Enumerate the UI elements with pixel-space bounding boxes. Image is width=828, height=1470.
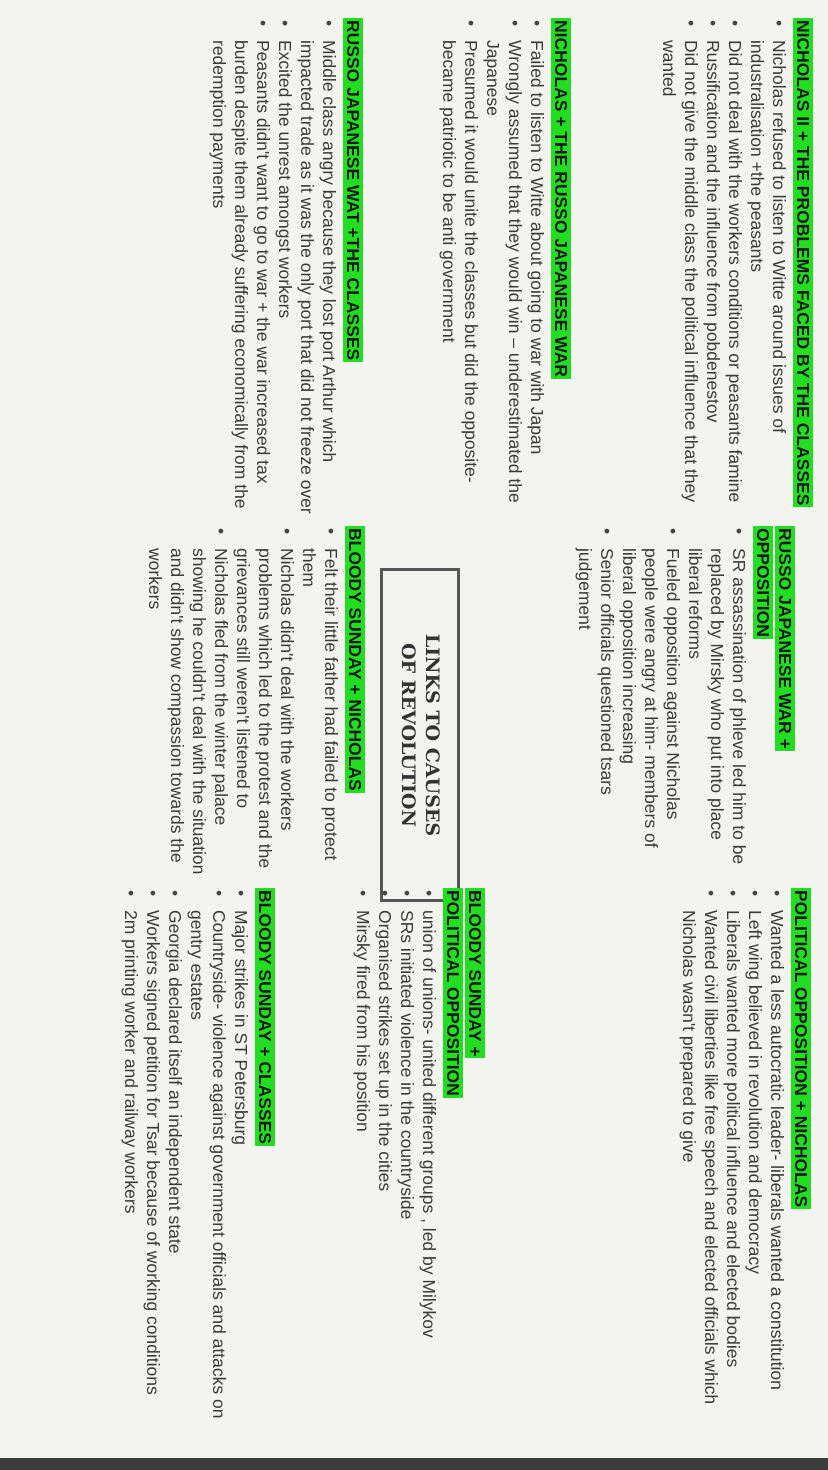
bullet-item: • Felt their little father had failed to protect them	[298, 548, 342, 876]
page-edge-shadow	[0, 1458, 828, 1470]
section-heading: RUSSO JAPANESE WAR + OPPOSITION	[753, 528, 795, 749]
section-bloody-sunday-nicholas	[144, 526, 366, 876]
section-heading-wrap	[752, 526, 796, 826]
bullet-item: • 2m printing worker and railway workers	[120, 910, 142, 1453]
section-heading-wrap	[442, 888, 486, 1148]
bullet-item: • Russification and the influence from pobdenestov	[702, 40, 724, 528]
bullet-list	[208, 18, 340, 518]
section-heading-wrap	[342, 18, 364, 518]
bullet-item: • Nicholas didn't deal with the workers problems which led to the protest and the grievances still weren't listened to	[232, 548, 298, 876]
bullet-item: • Excited the unrest amongst workers	[274, 40, 296, 518]
bullet-item: • Wanted a less autocratic leader- liberals wanted a constitution	[766, 910, 788, 1448]
section-heading: BLOODY SUNDAY + NICHOLAS	[345, 528, 365, 791]
bullet-item: • Presumed it would unite the classes but did the opposite- became patriotic to be anti government	[438, 40, 482, 518]
section-heading-wrap	[792, 18, 814, 528]
bullet-item: • Wrongly assumed that they would win – underestimated the Japanese	[482, 40, 526, 518]
section-heading: NICHOLAS + THE RUSSO JAPANESE WAR	[551, 20, 571, 378]
central-title: LINKS TO CAUSES OF REVOLUTION	[397, 633, 443, 837]
section-russo-japanese-war-classes	[208, 18, 364, 518]
section-political-opposition-nicholas	[678, 888, 812, 1448]
section-heading-wrap	[550, 18, 572, 518]
bullet-item: • SRs initiated violence in the countryside	[396, 910, 418, 1448]
section-heading-wrap	[344, 526, 366, 876]
section-heading: NICHOLAS II + THE PROBLEMS FACED BY THE CLASSES	[793, 20, 813, 506]
bullet-list	[658, 18, 790, 528]
section-heading-wrap	[790, 888, 812, 1448]
section-heading: POLITICAL OPPOSITION + NICHOLAS	[791, 890, 811, 1208]
section-nicholas-russo-japanese-war	[438, 18, 572, 518]
bullet-item: • Countryside- violence against government officials and attacks on gentry estates	[186, 910, 230, 1453]
bullet-item: • SR assassination of phleve led him to be replaced by Mirsky who put into place liberal reforms	[684, 548, 750, 876]
section-heading: BLOODY SUNDAY + POLITICAL OPPOSITION	[443, 890, 485, 1096]
bullet-list	[678, 888, 788, 1448]
bullet-item: • Fueled opposition against Nicholas people were angry at him- members of liberal opposition increasing	[618, 548, 684, 876]
section-nicholas-problems	[658, 18, 814, 528]
bullet-item: • Senior officials questioned tsars judgement	[574, 548, 618, 876]
bullet-list	[120, 888, 252, 1453]
bullet-item: • Mirsky fired from his position	[352, 910, 374, 1448]
section-heading: RUSSO JAPANESE WAT +THE CLASSES	[343, 20, 363, 361]
bullet-item: • Workers signed petition for Tsar because of working conditions	[142, 910, 164, 1453]
section-russo-japanese-war-opposition	[574, 526, 796, 876]
bullet-item: • Middle class angry because they lost port Arthur which impacted trade as it was the only port that did not freeze over	[296, 40, 340, 518]
bullet-item: • Georgia declared itself an independent state	[164, 910, 186, 1453]
bullet-item: • Organised strikes set up in the cities	[374, 910, 396, 1448]
bullet-item: • Failed to listen to Witte about going to war with Japan	[526, 40, 548, 518]
bullet-item: • Nicholas refused to listen to Witte around issues of industralisation +the peasants	[746, 40, 790, 528]
bullet-item: • Nicholas fled from the winter palace showing he couldn't deal with the situation and didn't show compassion towards the workers	[144, 548, 232, 876]
section-bloody-sunday-political-opposition	[352, 888, 486, 1448]
bullet-item: • union of unions- united different groups , led by Milykov	[418, 910, 440, 1448]
bullet-item: • Did not deal with the workers conditions or peasants famine	[724, 40, 746, 528]
section-heading-wrap	[254, 888, 276, 1453]
bullet-item: • Liberals wanted more political influence and elected bodies	[722, 910, 744, 1448]
bullet-item: • Left wing believed in revolution and democracy	[744, 910, 766, 1448]
bullet-list	[574, 526, 750, 876]
bullet-item: • Did not give the middle class the political influence that they wanted	[658, 40, 702, 528]
bullet-item: • Major strikes in ST Petersburg	[230, 910, 252, 1453]
central-title-box	[380, 568, 460, 902]
bullet-list	[438, 18, 548, 518]
section-heading: BLOODY SUNDAY + CLASSES	[255, 890, 275, 1144]
bullet-list	[352, 888, 440, 1448]
bullet-item: • Peasants didn't want to go to war + the war increased tax burden despite them already suffering economically from the redemption payments	[208, 40, 274, 518]
section-bloody-sunday-classes	[120, 888, 276, 1453]
bullet-item: • Wanted civil liberties like free speech and elected officials which Nicholas wasn't prepared to give	[678, 910, 722, 1448]
bullet-list	[144, 526, 342, 876]
